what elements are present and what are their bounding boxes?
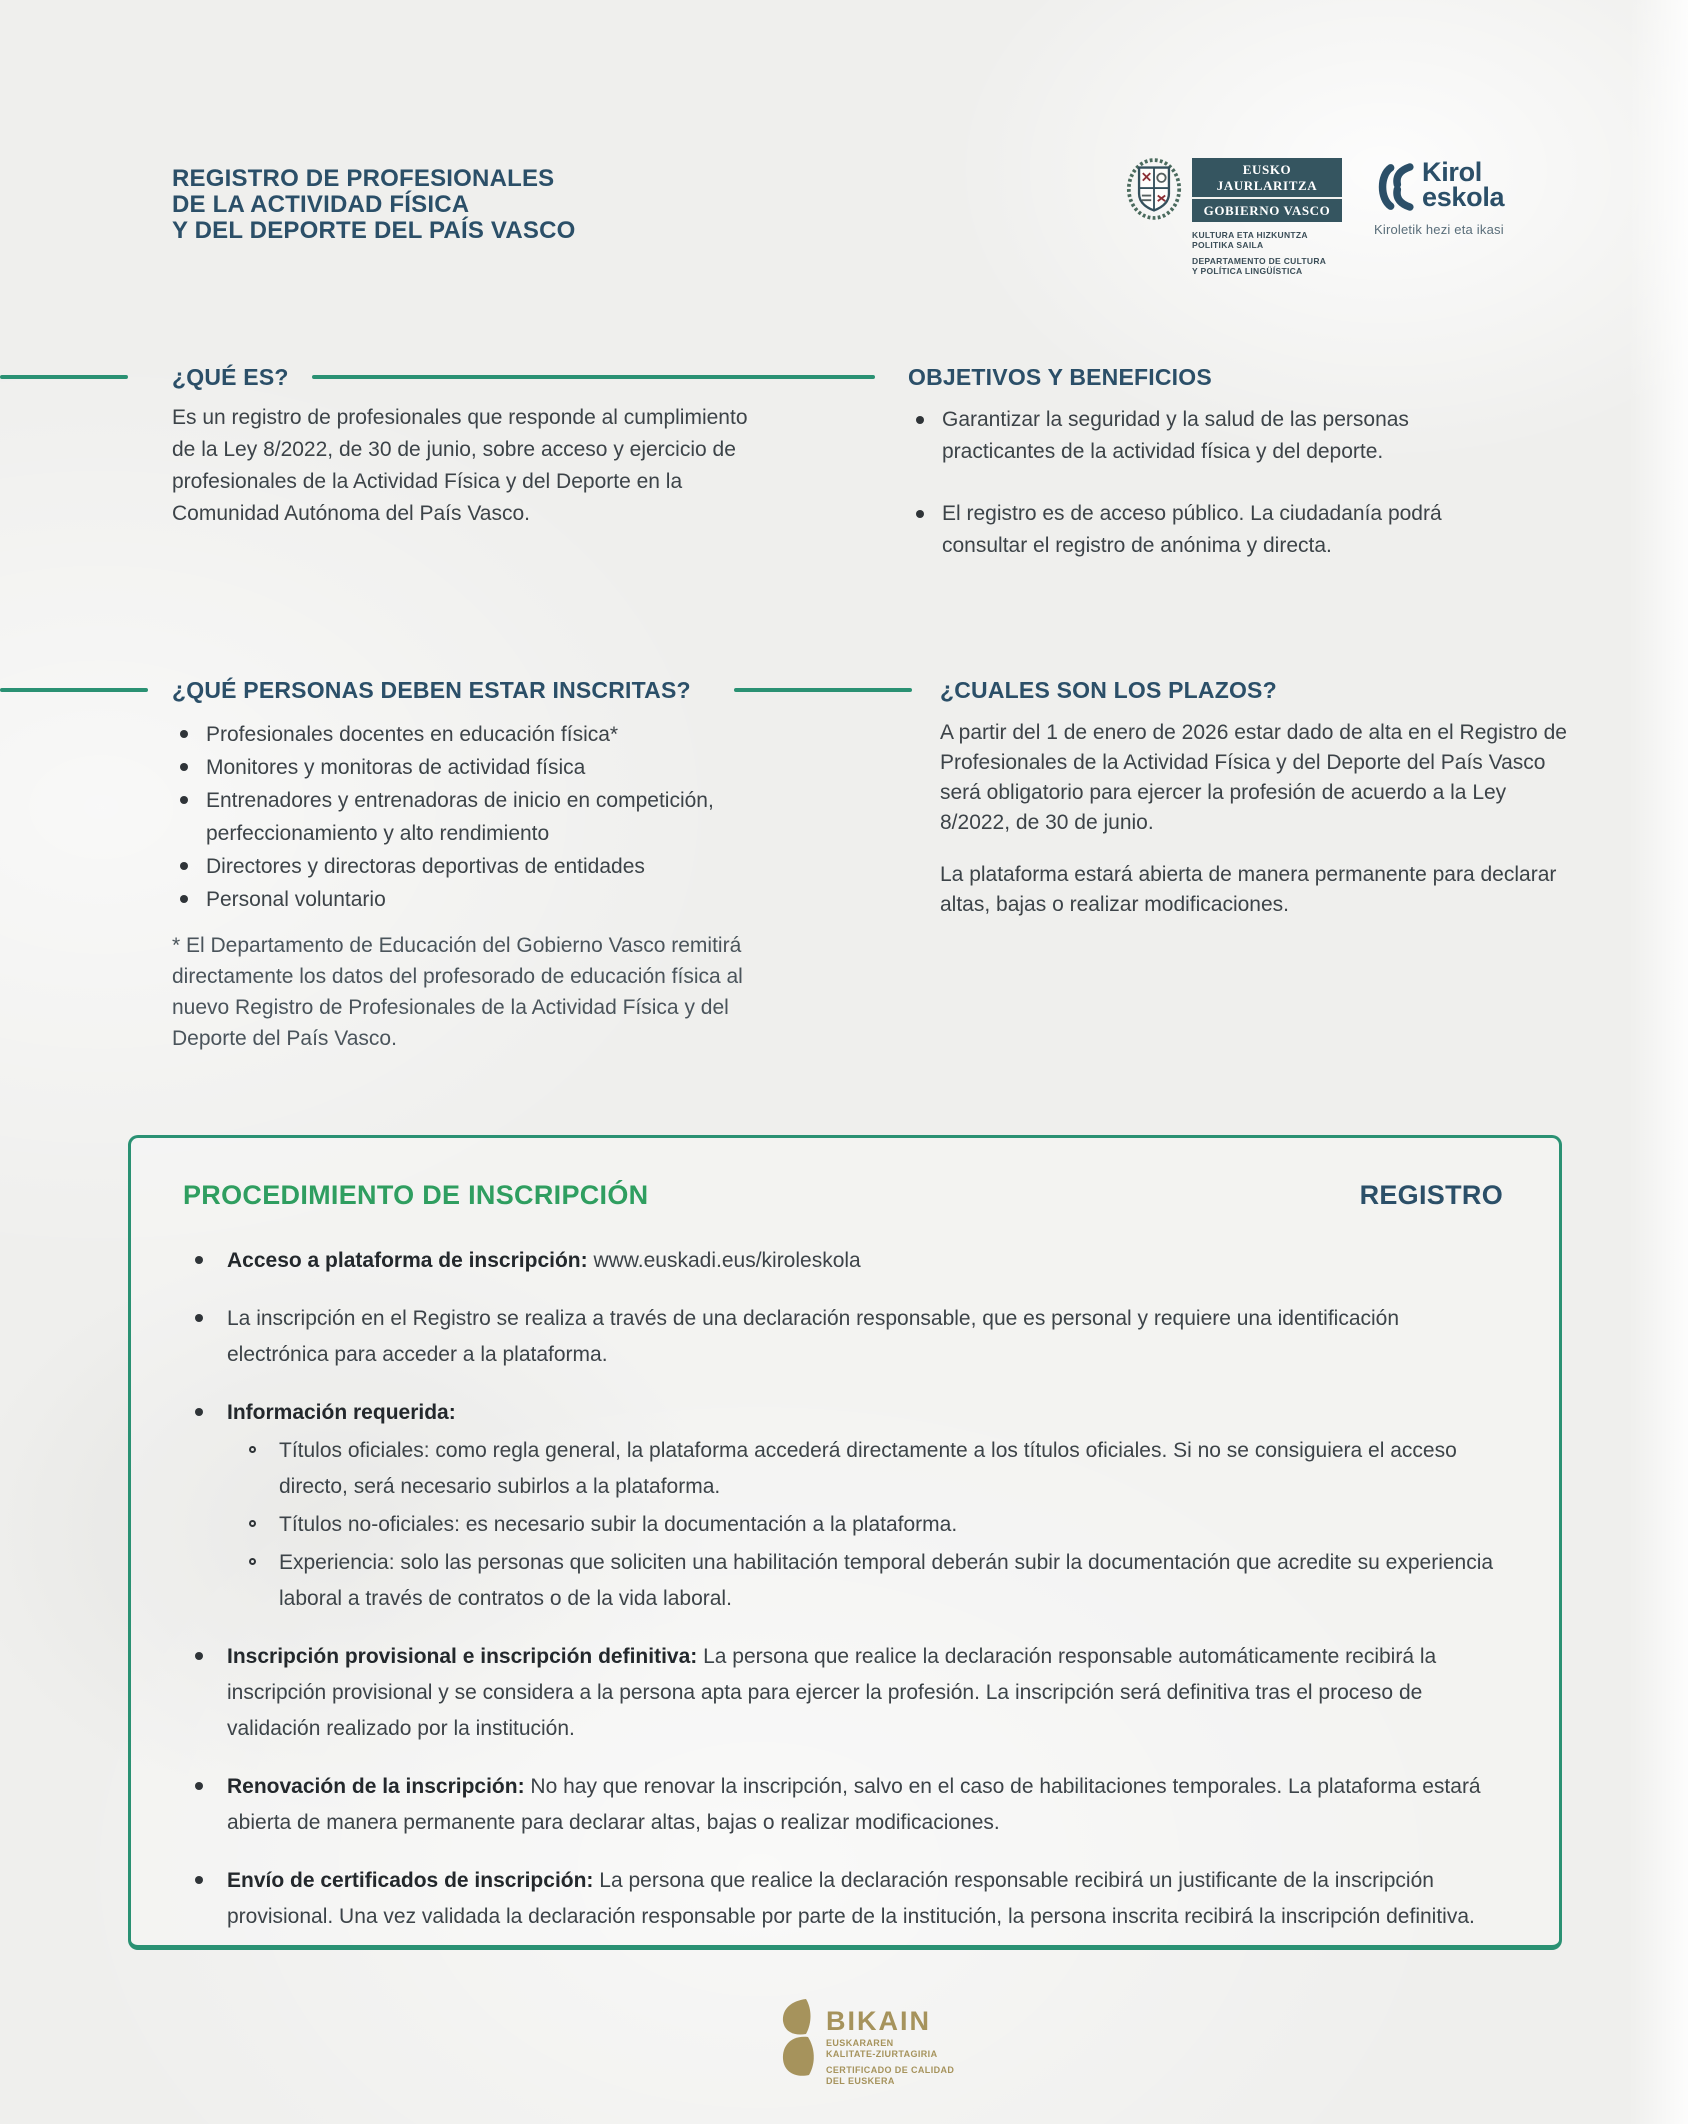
sub-list-item: [239, 1507, 1503, 1543]
personas-item-text: Directores y directoras deportivas de entidades: [206, 855, 645, 878]
bullet-icon: [180, 895, 188, 903]
sub-item-text: Experiencia: solo las personas que soliciten una habilitación temporal deberán subir la documentación que acredite su experiencia laboral a través de contratos o de la vida laboral.: [279, 1551, 1494, 1610]
procedure-item-body: La persona que realice la declaración responsable recibirá un justificante de la inscripción provisional. Una vez validada la declaración responsable por parte de la institución, la persona inscrita recibirá la inscripción definitiva.: [227, 1869, 1475, 1928]
plazos-paragraph-1: A partir del 1 de enero de 2026 estar dado de alta en el Registro de Profesionales de la Actividad Física y del Deporte del País Vasco será obligatorio para ejercer la profesión de acuerdo a la Ley 8/2022, de 30 de junio.: [940, 721, 1567, 834]
gov-dept-eu-line-1: KULTURA ETA HIZKUNTZA: [1192, 230, 1308, 240]
bikain-b-icon: [782, 1998, 816, 2078]
personas-item-text: Profesionales docentes en educación física*: [206, 723, 619, 746]
hollow-bullet-icon: [249, 1446, 256, 1453]
kirol-name-line-2: eskola: [1422, 182, 1505, 212]
personas-item-text: Monitores y monitoras de actividad física: [206, 756, 586, 779]
gov-name-spanish: GOBIERNO VASCO: [1203, 203, 1331, 218]
procedure-item-label: Renovación de la inscripción:: [227, 1775, 525, 1798]
objetivos-item-text: Garantizar la seguridad y la salud de las personas practicantes de la actividad física y del deporte.: [942, 408, 1409, 463]
gov-logo-text: [1192, 158, 1342, 282]
bullet-icon: [180, 730, 188, 738]
gov-name-basque: EUSKO JAURLARITZA: [1192, 158, 1342, 199]
procedure-title: PROCEDIMIENTO DE INSCRIPCIÓN: [183, 1180, 649, 1210]
bikain-sub-es-line-2: DEL EUSKERA: [826, 2076, 895, 2086]
page-title-line-2: DE LA ACTIVIDAD FÍSICA: [172, 191, 470, 218]
bikain-subtitle: [826, 2038, 954, 2087]
bikain-sub-es-line-1: CERTIFICADO DE CALIDAD: [826, 2065, 955, 2075]
kirol-eskola-k-icon: [1374, 160, 1414, 214]
bikain-logo: [782, 1998, 954, 2092]
procedure-list: [183, 1243, 1503, 1935]
procedure-item-text: [227, 1863, 1503, 1935]
gov-dept-es-line-2: Y POLÍTICA LINGÜÍSTICA: [1192, 266, 1303, 276]
list-item: [172, 751, 812, 784]
page-title-line-3: Y DEL DEPORTE DEL PAÍS VASCO: [172, 217, 576, 244]
kirol-name-line-1: Kirol: [1422, 157, 1483, 187]
basque-government-logo: [1126, 158, 1342, 282]
divider-line: [0, 688, 148, 692]
procedure-item-label: Envío de certificados de inscripción:: [227, 1869, 594, 1892]
list-item: [172, 718, 812, 751]
section-heading-plazos: ¿CUALES SON LOS PLAZOS?: [940, 677, 1277, 703]
plazos-paragraph-2: La plataforma estará abierta de manera permanente para declarar altas, bajas o realizar modificaciones.: [940, 863, 1557, 916]
kirol-eskola-logo: [1374, 157, 1505, 237]
bullet-icon: [180, 763, 188, 771]
page-title-line-1: REGISTRO DE PROFESIONALES: [172, 165, 555, 192]
section-heading-objetivos: OBJETIVOS Y BENEFICIOS: [908, 364, 1212, 390]
procedure-item-informacion: [183, 1395, 1503, 1617]
bullet-icon: [195, 1256, 203, 1264]
bullet-icon: [195, 1876, 203, 1884]
sub-list-item: [239, 1545, 1503, 1617]
procedure-item-text: [227, 1395, 1503, 1431]
procedure-item-text: [227, 1769, 1503, 1841]
personas-item-text: Personal voluntario: [206, 888, 386, 911]
bullet-icon: [180, 862, 188, 870]
bikain-sub-eu-line-2: KALITATE-ZIURTAGIRIA: [826, 2049, 938, 2059]
kirol-tagline: Kiroletik hezi eta ikasi: [1374, 222, 1504, 237]
procedure-item-body: No hay que renovar la inscripción, salvo en el caso de habilitaciones temporales. La plataforma estará abierta de manera permanente para declarar altas, bajas o realizar modificaciones.: [227, 1775, 1481, 1834]
gov-name-bar: [1192, 158, 1342, 222]
que-es-body: Es un registro de profesionales que responde al cumplimiento de la Ley 8/2022, de 30 de junio, sobre acceso y ejercicio de profesionales de la Actividad Física y del Deporte en la Comunidad Autónoma del País Vasco.: [172, 406, 748, 525]
list-item: [908, 404, 1488, 468]
procedure-item-renovacion: [183, 1769, 1503, 1841]
procedure-item-body: La persona que realice la declaración responsable automáticamente recibirá la inscripción provisional y se considera a la persona apta para ejercer la profesión. La inscripción será definitiva tras el proceso de validación realizado por la institución.: [227, 1645, 1437, 1740]
basque-coat-of-arms-icon: [1126, 158, 1182, 220]
procedure-item-text: [227, 1301, 1503, 1373]
plazos-body: [940, 718, 1580, 920]
procedure-item-provisional: [183, 1639, 1503, 1747]
bullet-icon: [916, 510, 924, 518]
divider-line: [734, 688, 912, 692]
page-title: [172, 166, 575, 244]
procedure-box-header: [183, 1180, 1503, 1211]
personas-item-text: Entrenadores y entrenadoras de inicio en competición, perfeccionamiento y alto rendimiento: [206, 789, 714, 845]
bullet-icon: [180, 796, 188, 804]
procedure-item-body: La inscripción en el Registro se realiza a través de una declaración responsable, que es personal y requiere una identificación electrónica para acceder a la plataforma.: [227, 1307, 1400, 1366]
procedure-item-acceso: [183, 1243, 1503, 1279]
kirol-eskola-wordmark: [1422, 157, 1505, 212]
procedure-item-label: Información requerida:: [227, 1401, 456, 1424]
gov-dept-es-line-1: DEPARTAMENTO DE CULTURA: [1192, 256, 1327, 266]
objetivos-list: [908, 404, 1488, 592]
bullet-icon: [195, 1314, 203, 1322]
list-item: [908, 498, 1488, 562]
procedure-item-declaracion: [183, 1301, 1503, 1373]
registro-label: REGISTRO: [1359, 1180, 1503, 1210]
sub-item-text: Títulos oficiales: como regla general, la plataforma accederá directamente a los títulos oficiales. Si no se consiguiera el acceso directo, será necesario subirlos a la plataforma.: [279, 1439, 1457, 1498]
procedure-item-label: Inscripción provisional e inscripción definitiva:: [227, 1645, 698, 1668]
gov-dept-eu-line-2: POLITIKA SAILA: [1192, 240, 1264, 250]
bullet-icon: [195, 1408, 203, 1416]
procedure-item-text: [227, 1639, 1503, 1747]
sub-item-text: Títulos no-oficiales: es necesario subir la documentación a la plataforma.: [279, 1513, 958, 1536]
personas-footnote: * El Departamento de Educación del Gobierno Vasco remitirá directamente los datos del profesorado de educación física al nuevo Registro de Profesionales de la Actividad Física y del Deporte del País Vasco.: [172, 934, 743, 1050]
list-item: [172, 850, 812, 883]
list-item: [172, 883, 812, 916]
procedure-box: [128, 1135, 1562, 1950]
bikain-text: [826, 1998, 954, 2092]
section-heading-que-es: ¿QUÉ ES?: [172, 364, 289, 390]
procedure-item-text: [227, 1243, 1503, 1279]
section-heading-personas: ¿QUÉ PERSONAS DEBEN ESTAR INSCRITAS?: [172, 677, 691, 703]
bikain-wordmark: BIKAIN: [826, 2006, 931, 2036]
platform-url-link[interactable]: www.euskadi.eus/kiroleskola: [587, 1249, 861, 1272]
objetivos-item-text: El registro es de acceso público. La ciudadanía podrá consultar el registro de anónima y directa.: [942, 502, 1442, 557]
sub-list-item: [239, 1433, 1503, 1505]
procedure-item-label: Acceso a plataforma de inscripción:: [227, 1249, 588, 1272]
hollow-bullet-icon: [249, 1558, 256, 1565]
procedure-item-certificados: [183, 1863, 1503, 1935]
list-item: [172, 784, 812, 850]
hollow-bullet-icon: [249, 1520, 256, 1527]
gov-department-text: [1192, 230, 1342, 282]
bullet-icon: [916, 416, 924, 424]
informacion-sub-list: [227, 1433, 1503, 1617]
bullet-icon: [195, 1782, 203, 1790]
personas-list: [172, 718, 812, 916]
divider-line: [0, 375, 128, 379]
divider-line: [312, 375, 875, 379]
bullet-icon: [195, 1652, 203, 1660]
bikain-sub-eu-line-1: EUSKARAREN: [826, 2038, 894, 2048]
